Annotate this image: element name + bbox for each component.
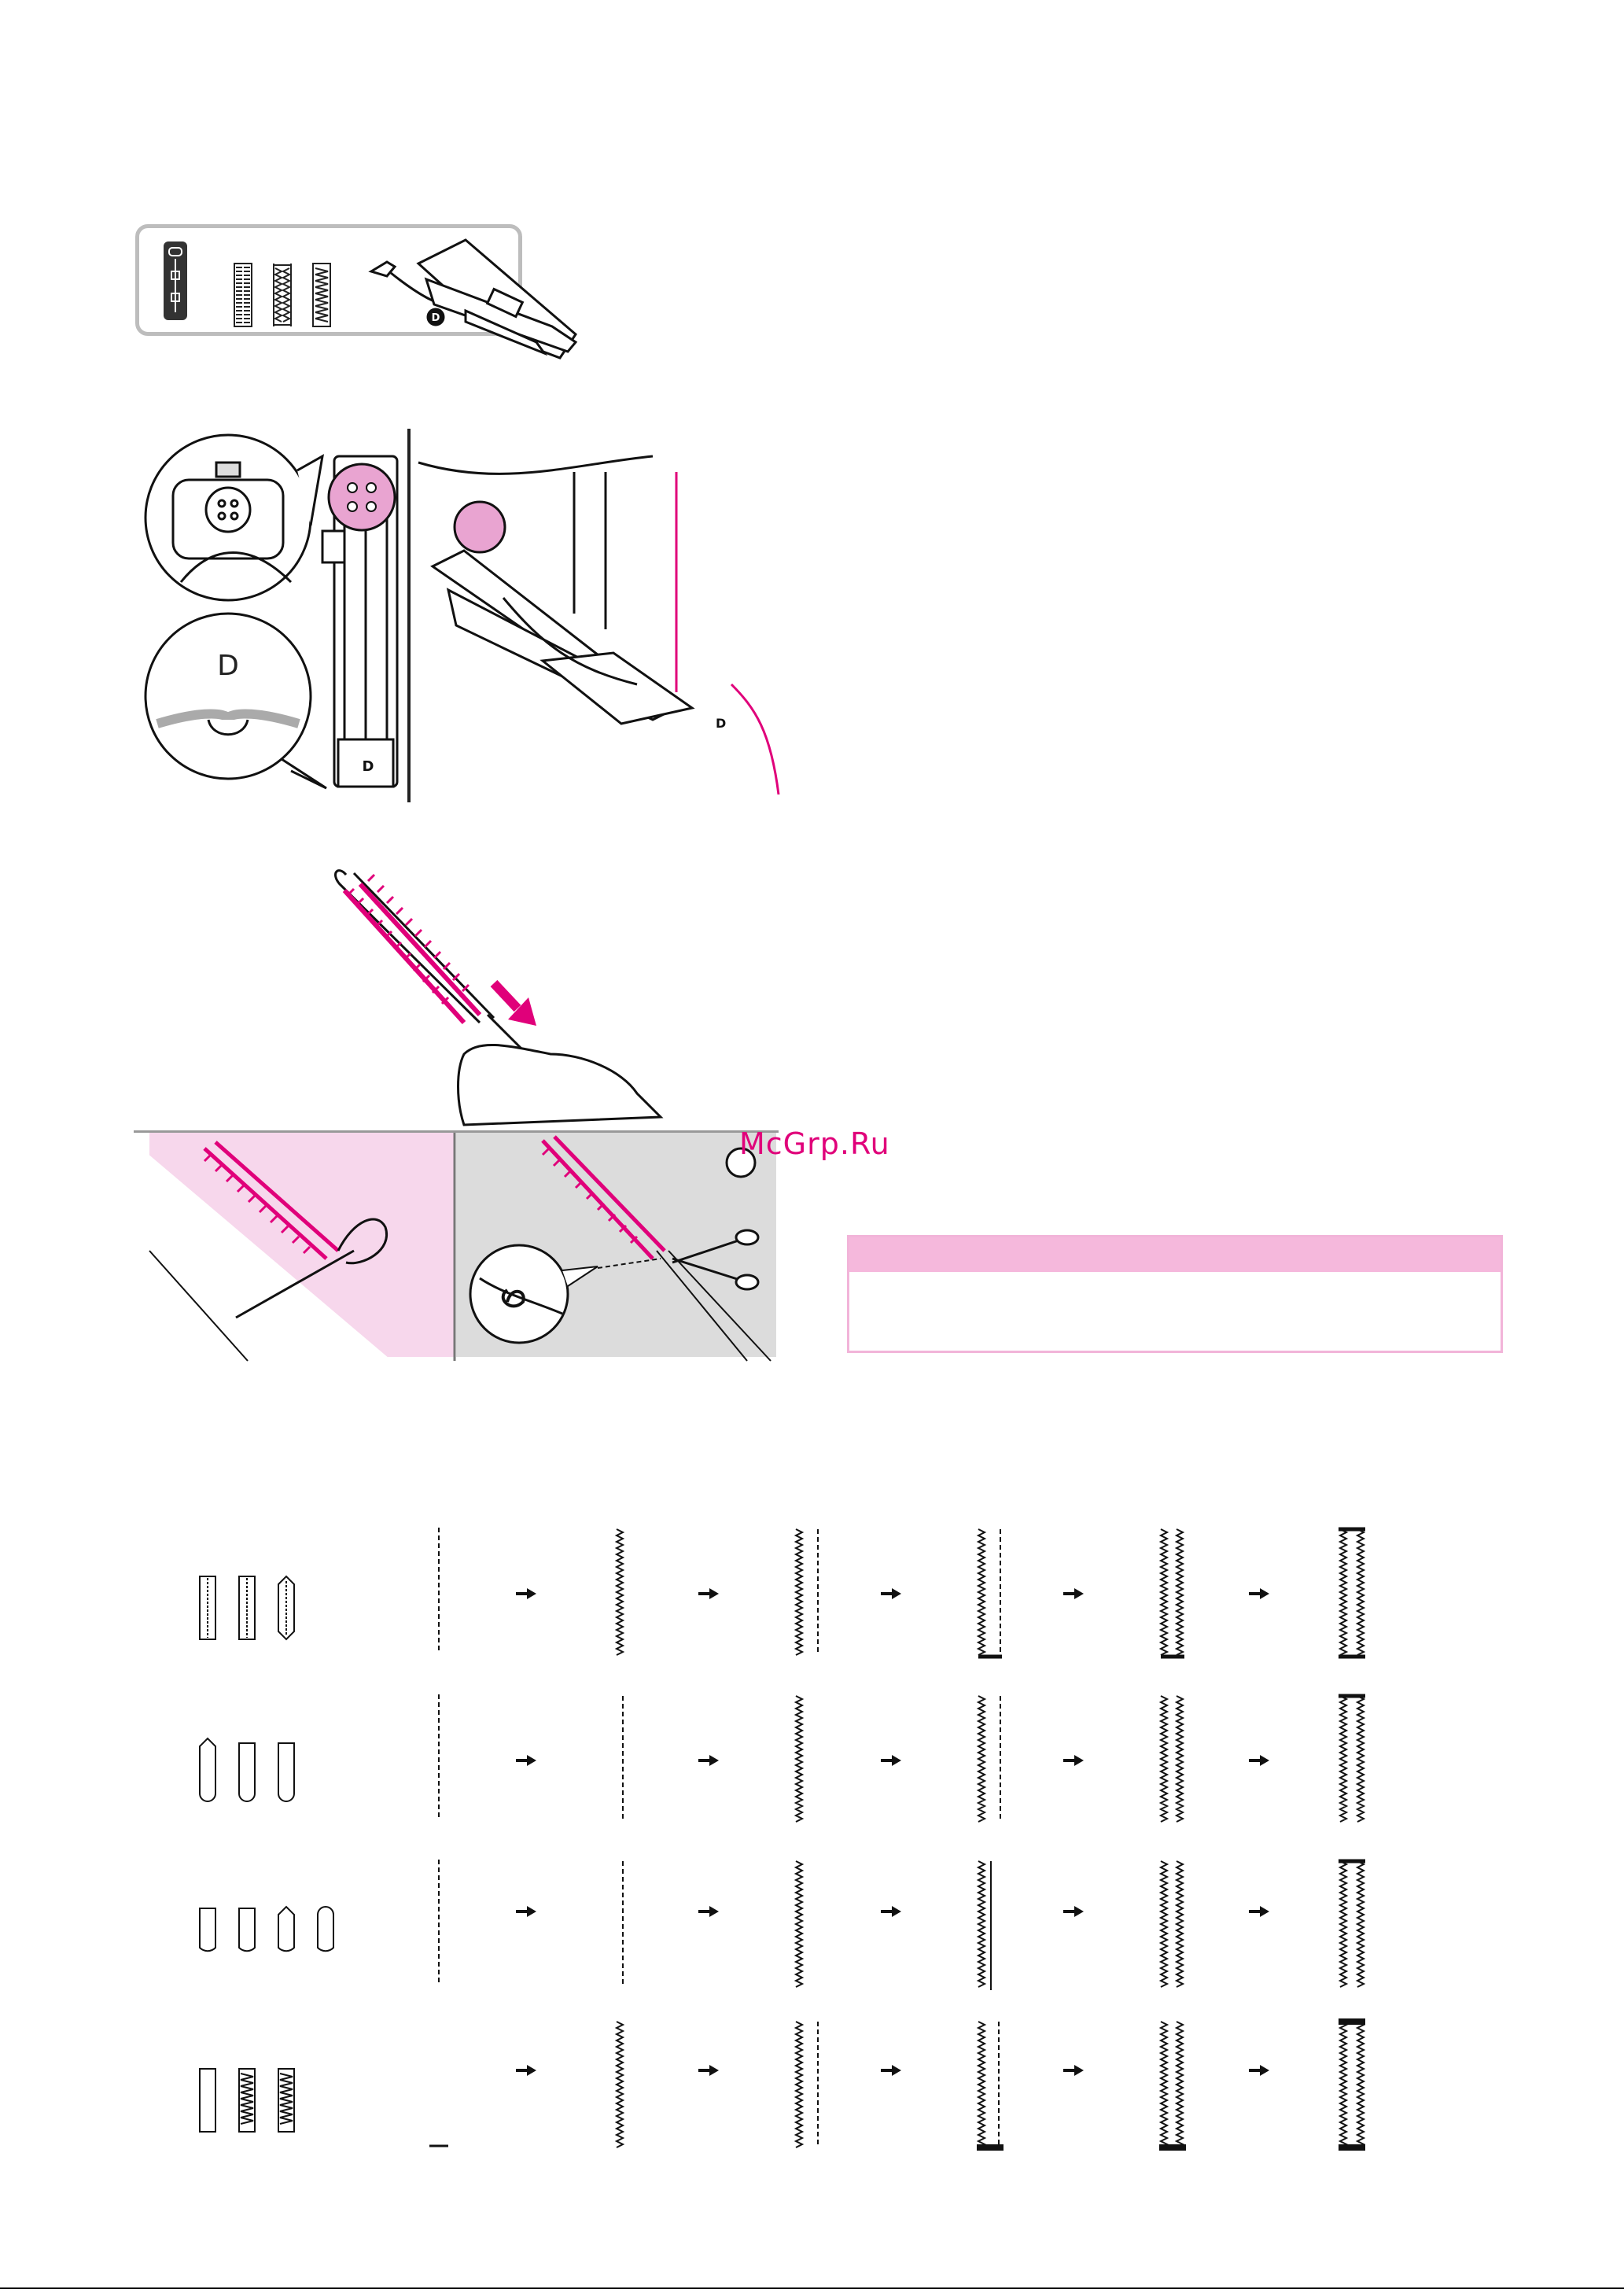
row-3-step-4 — [978, 1861, 991, 1990]
note-box — [847, 1235, 1503, 1353]
row-1-step-6 — [1339, 1529, 1365, 1657]
watermark: McGrp.Ru — [739, 1126, 890, 1161]
row-3-icons — [200, 1907, 333, 1951]
row-2-step-4 — [978, 1696, 1000, 1822]
row-2-step-6 — [1339, 1696, 1365, 1822]
magnifier-top — [145, 435, 322, 600]
finishing-illustration — [149, 1133, 779, 1361]
front-foot-d-label: D — [362, 758, 374, 775]
row-4-step-3 — [796, 2022, 818, 2147]
buttonhole-stitch-1-icon — [234, 264, 252, 326]
row-4-step-6 — [1339, 2022, 1365, 2147]
arrow-icon — [494, 983, 536, 1026]
knot-icon — [470, 1245, 568, 1343]
buttonhole-key-icon — [164, 241, 187, 320]
buttonhole-stitch-3-icon — [313, 264, 330, 326]
row-1-step-2 — [617, 1529, 623, 1655]
buttonhole-stitch-2-icon — [274, 264, 291, 326]
scissors-icon — [672, 1230, 758, 1289]
foot-d-letter: D — [431, 312, 440, 324]
row-1-icons — [200, 1576, 294, 1639]
row-1-step-5 — [1161, 1529, 1184, 1657]
needle-icon — [236, 1251, 354, 1318]
row-4-icons — [200, 2069, 294, 2132]
row-4-step-5 — [1159, 2022, 1186, 2147]
hand-icon — [458, 1045, 661, 1125]
row-2-step-5 — [1161, 1696, 1183, 1822]
angled-foot-d-label: D — [716, 716, 727, 731]
row-1-step-4 — [978, 1529, 1002, 1657]
row-2-icons — [200, 1738, 294, 1801]
buttonhole-sequence-grid — [189, 1518, 1416, 2171]
button-icon — [329, 464, 395, 530]
row-1-step-3 — [796, 1529, 818, 1655]
row-2-step-3 — [796, 1696, 802, 1822]
row-3-step-3 — [796, 1861, 802, 1987]
machine-angled-view — [418, 456, 692, 724]
row-3-step-5 — [1161, 1861, 1183, 1987]
bottom-rule — [0, 2287, 1624, 2289]
pull-thread-illustration — [322, 857, 731, 1125]
note-box-header — [849, 1237, 1501, 1272]
row-4-step-4 — [977, 2022, 1003, 2147]
inset-d-letter: D — [217, 650, 239, 682]
row-4-step-2 — [617, 2022, 623, 2147]
row-3-step-6 — [1339, 1861, 1365, 1987]
buttonhole-foot-d-icon — [371, 240, 576, 358]
magnifier-bottom — [145, 614, 326, 788]
button-foot-illustration — [134, 425, 786, 802]
pattern-panel-icons — [135, 224, 639, 366]
